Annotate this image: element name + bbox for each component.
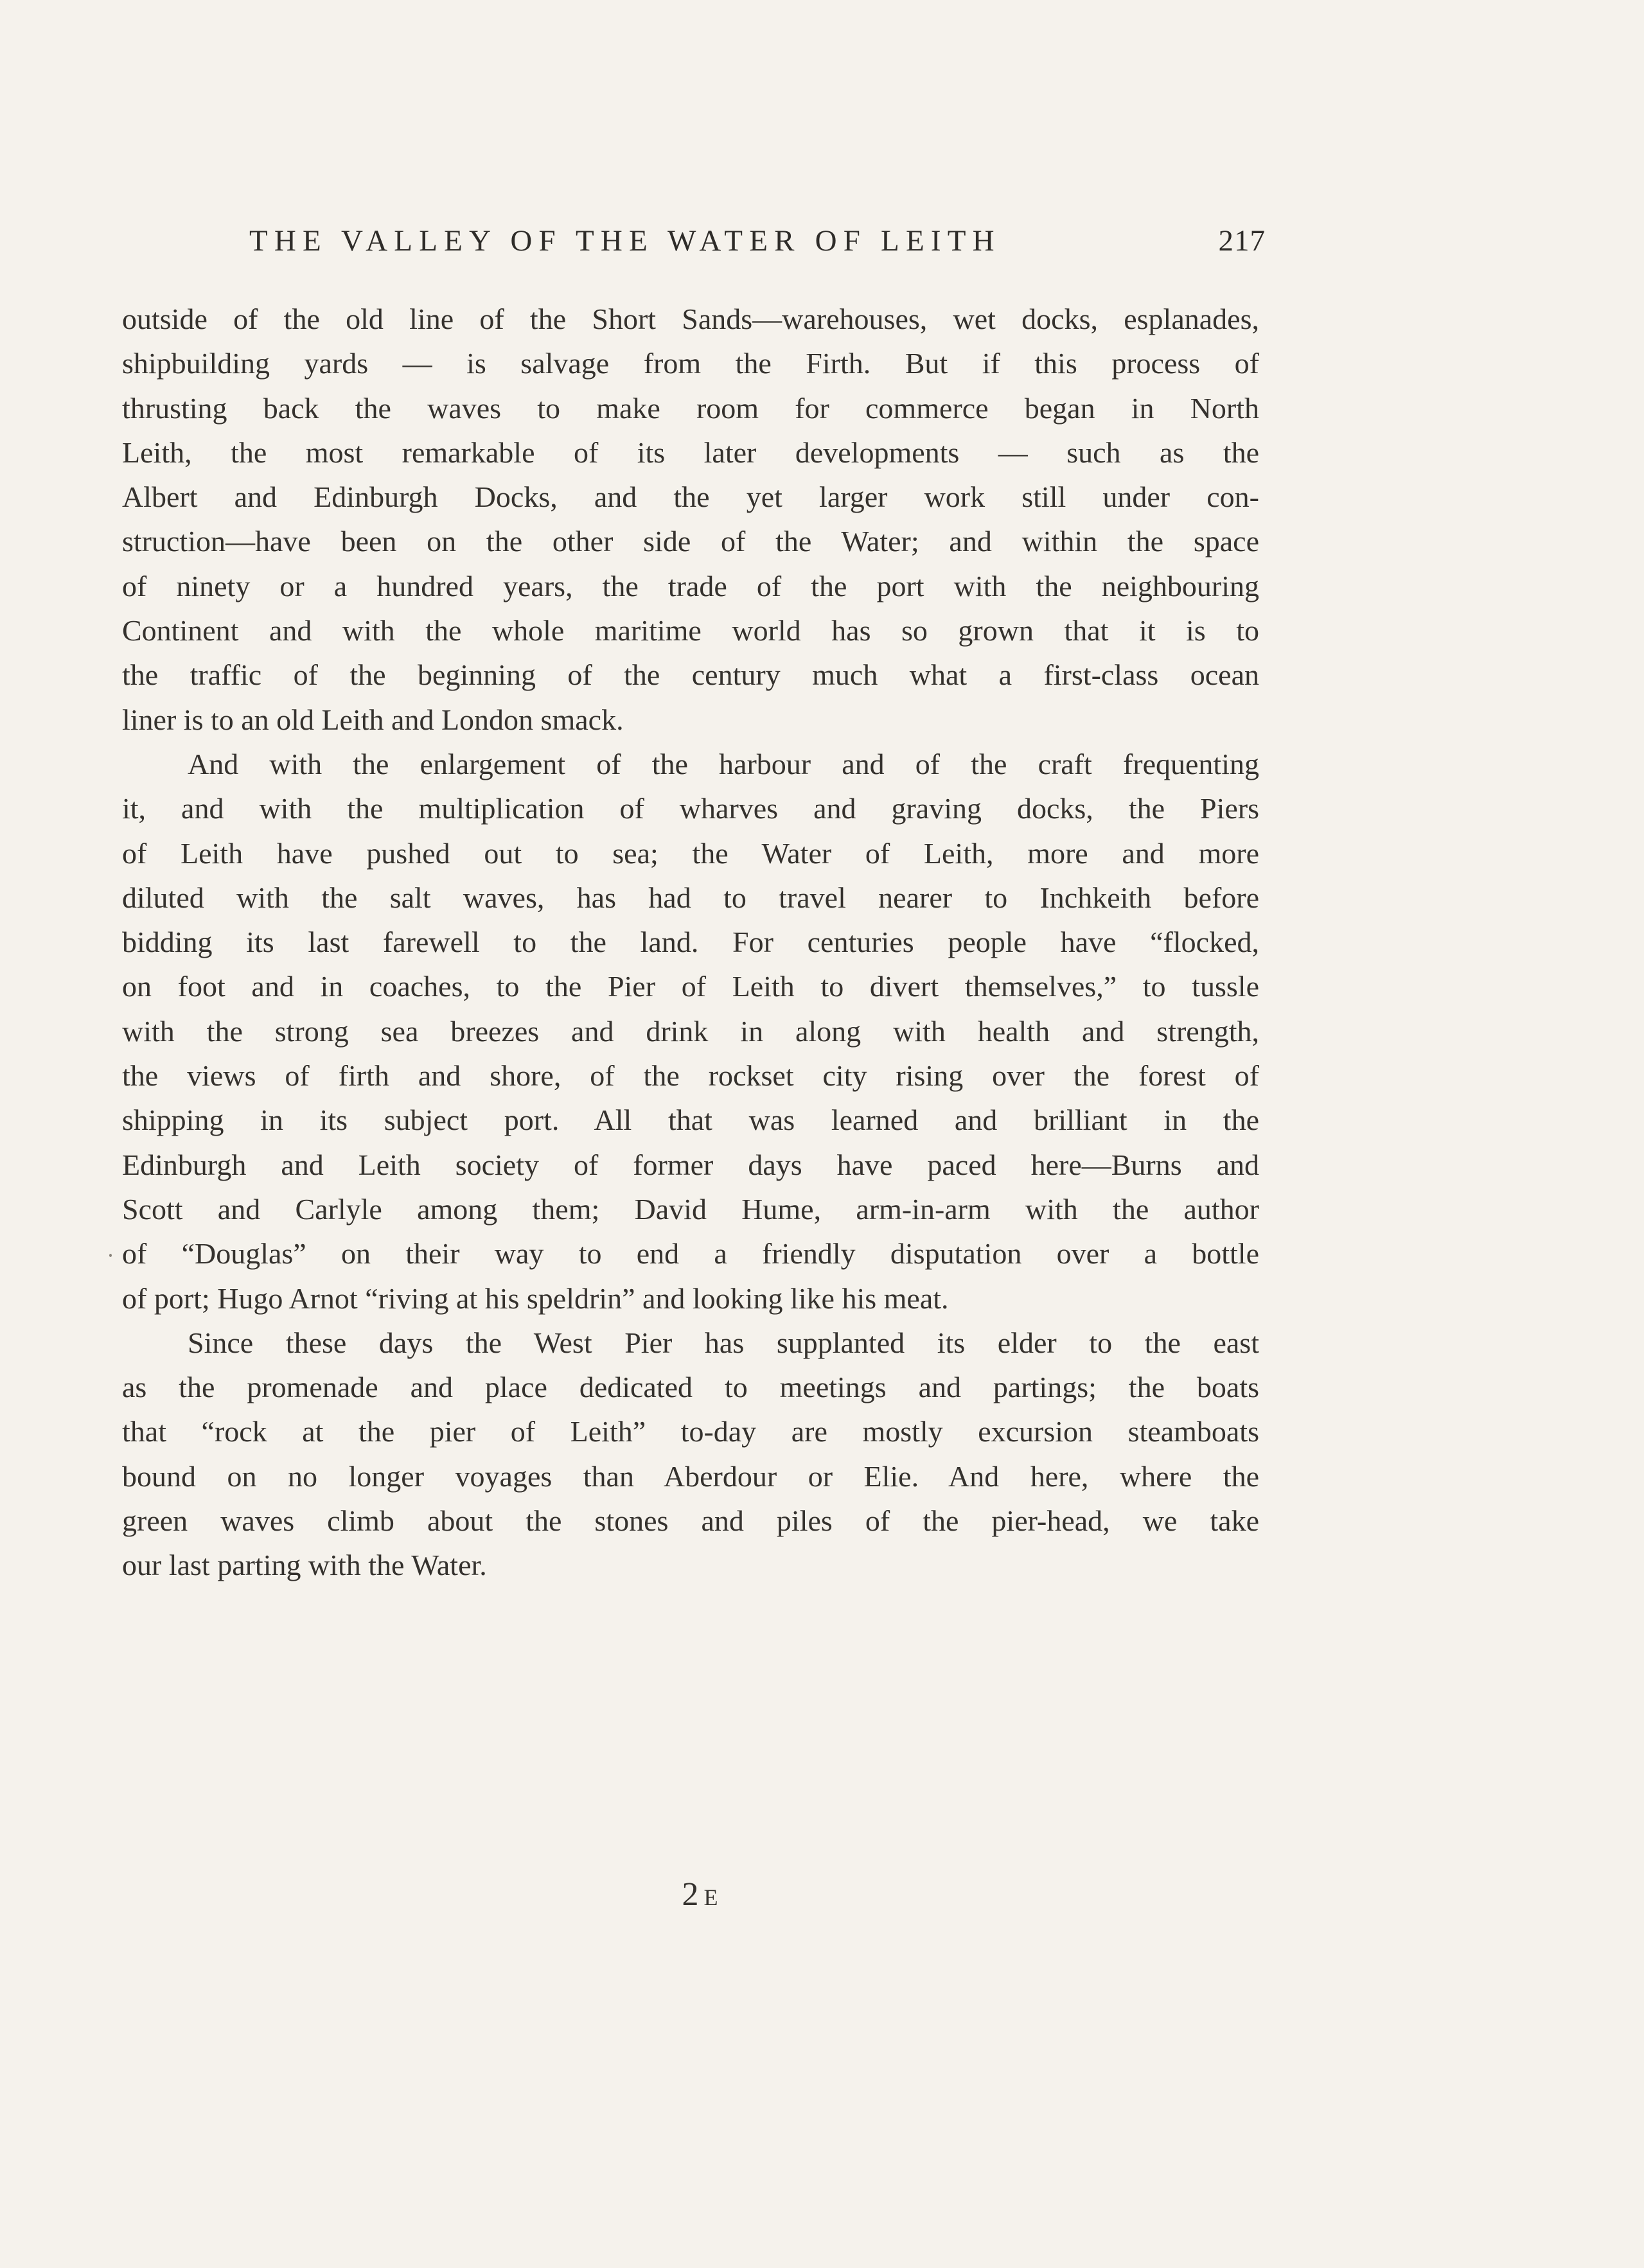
signature-number: 2 bbox=[682, 1876, 699, 1913]
text-line: Since these days the West Pier has supplanted its elder to the east bbox=[188, 1326, 1259, 1359]
signature-letter: E bbox=[703, 1885, 719, 1910]
text-line: of Leith have pushed out to sea; the Water of Leith, more and more bbox=[122, 836, 1259, 870]
text-line: Edinburgh and Leith society of former days have paced here—Burns and bbox=[122, 1148, 1259, 1181]
text-line: diluted with the salt waves, has had to travel nearer to Inchkeith before bbox=[122, 881, 1259, 914]
page-number: 217 bbox=[1218, 224, 1266, 258]
text-line: it, and with the multiplication of wharves and graving docks, the Piers bbox=[122, 792, 1259, 825]
text-line: of ninety or a hundred years, the trade of the port with the neighbouring bbox=[122, 569, 1259, 602]
text-line: thrusting back the waves to make room for commerce began in North bbox=[122, 391, 1259, 425]
text-line: our last parting with the Water. bbox=[122, 1549, 487, 1582]
text-line: as the promenade and place dedicated to meetings and partings; the boats bbox=[122, 1371, 1259, 1404]
running-head bbox=[249, 224, 1266, 268]
text-line: Leith, the most remarkable of its later developments — such as the bbox=[122, 435, 1259, 469]
text-line: And with the enlargement of the harbour and of the craft frequenting bbox=[188, 747, 1259, 780]
text-line: on foot and in coaches, to the Pier of Leith to divert themselves,” to tussle bbox=[122, 970, 1259, 1003]
text-line: the views of firth and shore, of the rockset city rising over the forest of bbox=[122, 1059, 1259, 1093]
text-line: green waves climb about the stones and piles of the pier-head, we take bbox=[122, 1504, 1259, 1538]
text-line: the traffic of the beginning of the century much what a first-class ocean bbox=[122, 658, 1259, 692]
running-title: THE VALLEY OF THE WATER OF LEITH bbox=[249, 224, 1001, 258]
text-line: Continent and with the whole maritime world has so grown that it is to bbox=[122, 614, 1259, 647]
text-line: shipbuilding yards — is salvage from the Firth. But if this process of bbox=[122, 347, 1259, 380]
text-line: bidding its last farewell to the land. For centuries people have “flocked, bbox=[122, 926, 1259, 959]
text-line: of “Douglas” on their way to end a friendly disputation over a bottle bbox=[122, 1237, 1259, 1270]
text-line: of port; Hugo Arnot “riving at his speldrin” and looking like his meat. bbox=[122, 1281, 949, 1315]
text-line: that “rock at the pier of Leith” to-day are mostly excursion steamboats bbox=[122, 1415, 1259, 1448]
text-line: Scott and Carlyle among them; David Hume, arm-in-arm with the author bbox=[122, 1192, 1259, 1226]
text-line: outside of the old line of the Short Sands—warehouses, wet docks, esplanades, bbox=[122, 303, 1259, 335]
text-line: with the strong sea breezes and drink in along with health and strength, bbox=[122, 1014, 1259, 1048]
text-line: struction—have been on the other side of the Water; and within the space bbox=[122, 525, 1259, 558]
text-line: bound on no longer voyages than Aberdour or Elie. And here, where the bbox=[122, 1459, 1259, 1493]
text-line: liner is to an old Leith and London smack. bbox=[122, 703, 624, 736]
signature-mark bbox=[642, 1876, 758, 1913]
text-line: Albert and Edinburgh Docks, and the yet larger work still under con- bbox=[122, 480, 1259, 514]
margin-mark bbox=[109, 1254, 112, 1257]
text-line: shipping in its subject port. All that was learned and brilliant in the bbox=[122, 1103, 1259, 1137]
body-text bbox=[122, 297, 1259, 1588]
